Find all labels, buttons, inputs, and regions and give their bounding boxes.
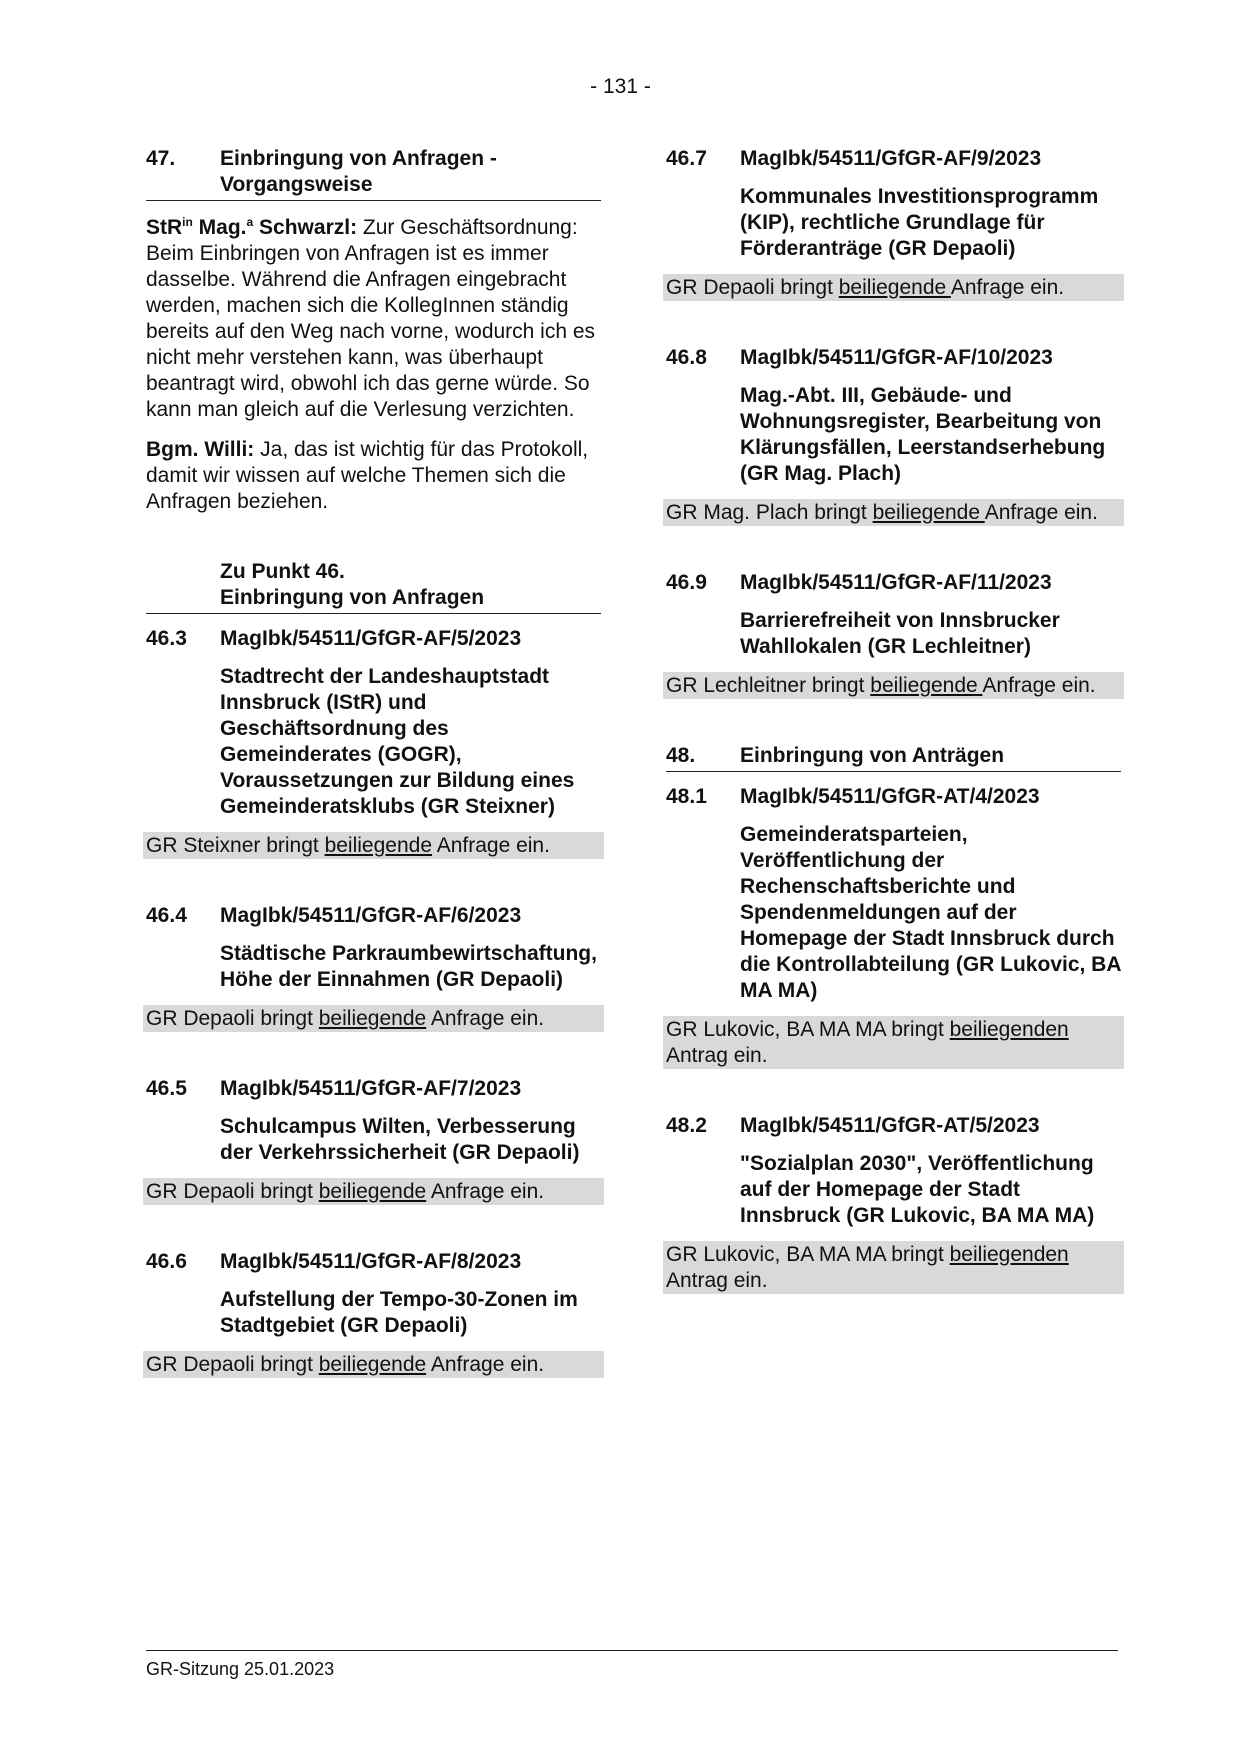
item-submission-note xyxy=(663,274,1124,301)
item-number: 46.9 xyxy=(666,571,707,594)
attachment-link[interactable]: beiliegenden xyxy=(949,1243,1069,1266)
item-title: Barrierefreiheit von Innsbrucker Wahllokalen (GR Lechleitner) xyxy=(740,609,1060,658)
attachment-link[interactable]: beiliegende xyxy=(318,1180,427,1203)
attachment-link[interactable]: beiliegende xyxy=(838,276,951,299)
agenda-item xyxy=(666,146,1121,301)
statement-text: Zur Geschäftsordnung: Beim Einbringen von Anfragen ist es immer dasselbe. Während die Anfragen eingebracht werden, machen sich die KollegInnen ständig bereits auf den Weg nach vorne, wodurch ich es nicht mehr verstehen kann, was überhaupt beantragt wird, obwohl ich das gerne würde. So kann man gleich auf die Verlesung verzichten. xyxy=(146,216,596,421)
item-heading xyxy=(666,146,1121,172)
item-submission-note xyxy=(663,1016,1124,1069)
item-reference: MagIbk/54511/GfGR-AF/5/2023 xyxy=(220,627,522,650)
speaker-name: StR$^{in}$ Mag.$^a$ Schwarzl: xyxy=(146,215,358,239)
left-column xyxy=(146,146,601,1378)
item-reference: MagIbk/54511/GfGR-AF/8/2023 xyxy=(220,1250,522,1273)
statement-text: Ja, das ist wichtig für das Protokoll, damit wir wissen auf welche Themen sich die Anfragen beziehen. xyxy=(146,438,589,513)
note-text: GR Lechleitner bringt xyxy=(666,674,871,697)
item-title: Kommunales Investitionsprogramm (KIP), rechtliche Grundlage für Förderanträge (GR Depaoli) xyxy=(740,185,1099,260)
section-title: Einbringung von Anträgen xyxy=(740,744,1005,767)
agenda-item xyxy=(666,570,1121,699)
item-heading xyxy=(146,626,601,652)
right-items-inquiries xyxy=(666,146,1121,699)
note-text: Antrag ein. xyxy=(666,1269,768,1292)
item-heading xyxy=(666,570,1121,596)
item-heading xyxy=(666,1113,1121,1139)
section-47-heading xyxy=(146,146,601,201)
agenda-item xyxy=(146,1076,601,1205)
item-submission-note xyxy=(143,1178,604,1205)
item-number: 46.8 xyxy=(666,346,707,369)
item-number: 46.7 xyxy=(666,147,707,170)
item-title: Mag.-Abt. III, Gebäude- und Wohnungsregister, Bearbeitung von Klärungsfällen, Leerstandserhebung (GR Mag. Plach) xyxy=(740,384,1106,485)
item-submission-note xyxy=(663,1241,1124,1294)
item-number: 46.4 xyxy=(146,904,187,927)
attachment-link[interactable]: beiliegende xyxy=(870,674,983,697)
note-text: GR Depaoli bringt xyxy=(146,1353,319,1376)
item-title: Schulcampus Wilten, Verbesserung der Verkehrssicherheit (GR Depaoli) xyxy=(220,1115,580,1164)
note-text: Anfrage ein. xyxy=(984,501,1098,524)
item-submission-note xyxy=(143,832,604,859)
item-reference: MagIbk/54511/GfGR-AT/5/2023 xyxy=(740,1114,1040,1137)
left-items xyxy=(146,626,601,1378)
section-48-heading xyxy=(666,743,1121,772)
item-reference: MagIbk/54511/GfGR-AF/6/2023 xyxy=(220,904,522,927)
footer-divider xyxy=(146,1650,1118,1651)
note-text: GR Depaoli bringt xyxy=(146,1007,319,1030)
item-title: Gemeinderatsparteien, Veröffentlichung der Rechenschaftsberichte und Spendenmeldungen auf der Homepage der Stadt Innsbruck durch die Kontrollabteilung (GR Lukovic, BA MA MA) xyxy=(740,823,1121,1002)
note-text: GR Mag. Plach bringt xyxy=(666,501,873,524)
note-text: Anfrage ein. xyxy=(426,1180,545,1203)
section-title: Einbringung von Anfragen - Vorgangsweise xyxy=(220,147,497,196)
item-submission-note xyxy=(143,1351,604,1378)
item-heading xyxy=(146,1249,601,1275)
item-number: 46.6 xyxy=(146,1250,187,1273)
item-reference: MagIbk/54511/GfGR-AF/9/2023 xyxy=(740,147,1042,170)
section-number: 48. xyxy=(666,744,696,767)
section-number: 47. xyxy=(146,147,176,170)
agenda-item xyxy=(666,345,1121,526)
note-text: GR Lukovic, BA MA MA bringt xyxy=(666,1018,950,1041)
note-text: Anfrage ein. xyxy=(432,834,550,857)
agenda-item xyxy=(666,1113,1121,1294)
item-title: Stadtrecht der Landeshauptstadt Innsbruck (IStR) und Geschäftsordnung des Gemeinderates (GOGR), Voraussetzungen zur Bildung eines Gemeinderatsklubs (GR Steixner) xyxy=(220,665,575,818)
item-submission-note xyxy=(663,499,1124,526)
agenda-item xyxy=(146,903,601,1032)
attachment-link[interactable]: beiliegende xyxy=(318,1007,427,1030)
item-submission-note xyxy=(143,1005,604,1032)
item-heading xyxy=(666,784,1121,810)
item-number: 46.3 xyxy=(146,627,187,650)
agenda-item xyxy=(666,784,1121,1069)
item-heading xyxy=(666,345,1121,371)
note-text: Anfrage ein. xyxy=(426,1353,545,1376)
attachment-link[interactable]: beiliegende xyxy=(324,834,433,857)
item-heading xyxy=(146,1076,601,1102)
item-reference: MagIbk/54511/GfGR-AF/7/2023 xyxy=(220,1077,522,1100)
item-number: 48.1 xyxy=(666,785,707,808)
item-title: "Sozialplan 2030", Veröffentlichung auf der Homepage der Stadt Innsbruck (GR Lukovic, BA MA MA) xyxy=(740,1152,1095,1227)
right-column xyxy=(666,146,1121,1294)
note-text: Anfrage ein. xyxy=(950,276,1065,299)
agenda-item xyxy=(146,626,601,859)
note-text: GR Steixner bringt xyxy=(146,834,325,857)
footer-text: GR-Sitzung 25.01.2023 xyxy=(146,1659,335,1679)
note-text: Anfrage ein. xyxy=(982,674,1096,697)
note-text: GR Lukovic, BA MA MA bringt xyxy=(666,1243,950,1266)
statement-willi xyxy=(146,437,601,515)
attachment-link[interactable]: beiliegende xyxy=(318,1353,427,1376)
item-title: Städtische Parkraumbewirtschaftung, Höhe der Einnahmen (GR Depaoli) xyxy=(220,942,597,991)
item-heading xyxy=(146,903,601,929)
item-number: 46.5 xyxy=(146,1077,187,1100)
agenda-item xyxy=(146,1249,601,1378)
note-text: Anfrage ein. xyxy=(426,1007,545,1030)
right-items-motions xyxy=(666,784,1121,1294)
item-number: 48.2 xyxy=(666,1114,707,1137)
note-text: GR Depaoli bringt xyxy=(666,276,839,299)
item-submission-note xyxy=(663,672,1124,699)
note-text: GR Depaoli bringt xyxy=(146,1180,319,1203)
item-title: Aufstellung der Tempo-30-Zonen im Stadtgebiet (GR Depaoli) xyxy=(220,1288,578,1337)
zu-punkt-heading: Zu Punkt 46. Einbringung von Anfragen xyxy=(146,559,601,614)
item-reference: MagIbk/54511/GfGR-AT/4/2023 xyxy=(740,785,1040,808)
item-reference: MagIbk/54511/GfGR-AF/10/2023 xyxy=(740,346,1053,369)
page-number: - 131 - xyxy=(590,75,651,98)
attachment-link[interactable]: beiliegende xyxy=(872,501,985,524)
attachment-link[interactable]: beiliegenden xyxy=(949,1018,1069,1041)
item-reference: MagIbk/54511/GfGR-AF/11/2023 xyxy=(740,571,1052,594)
note-text: Antrag ein. xyxy=(666,1044,768,1067)
speaker-name: Bgm. Willi: xyxy=(146,438,255,461)
statement-schwarzl xyxy=(146,215,601,423)
